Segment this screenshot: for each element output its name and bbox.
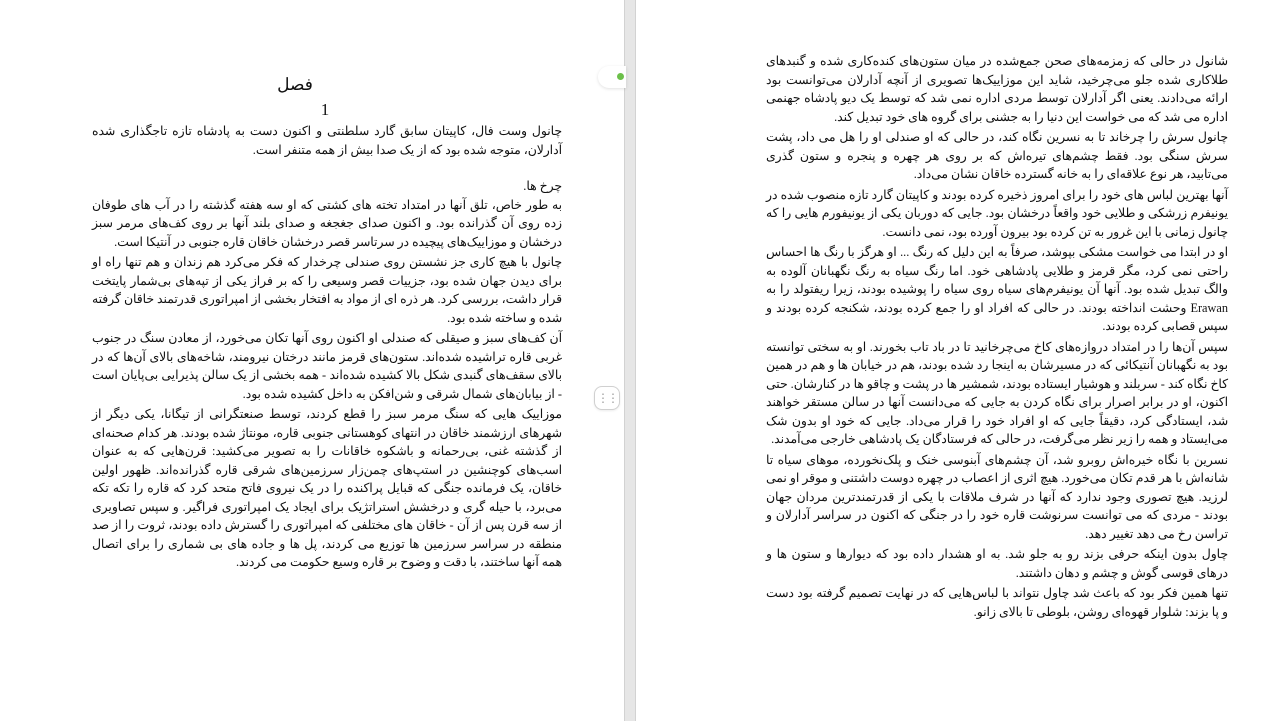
paragraph: چاول بدون اینکه حرفی بزند رو به جلو شد. به او هشدار داده بود که دیوارها و ستون ها و درهای قوسی گوش و چشم و دهان داشتند. — [766, 547, 1228, 580]
indicator-dot-icon — [617, 73, 624, 80]
chapter-title: فصل — [277, 75, 313, 94]
chapter-number: 1 — [320, 100, 330, 119]
paragraph: چانول سرش را چرخاند تا به نسرین نگاه کند، در حالی که او صندلی او را هل می داد، پشت سرش سنگی بود. فقط چشم‌های تیره‌اش که بر روی هر چهره و پنجره و ستون گذری می‌تابید، هر نوع علاقه‌ای را به خانه گسترده خاقان نشان می‌داد. — [766, 130, 1228, 181]
split-handle[interactable] — [594, 386, 620, 410]
paragraph: چانول وست فال، کاپیتان سابق گارد سلطنتی و اکنون دست به پادشاه تازه تاجگذاری شده آدارلان، متوجه شده بود که از یک صدا بیش از همه متنفر است. — [92, 124, 562, 157]
paragraph: آن کف‌های سبز و صیقلی که صندلی او اکنون روی آنها تکان می‌خورد، از معادن سنگ در جنوب غربی قاره تراشیده شده‌اند. ستون‌های قرمز مانند درختان نیرومند، شاخه‌های بالای آن‌ها که در بالای سقف‌های گنبدی شکل بالا کشیده شده‌اند - همه بخشی از یک سالن پذیرایی بی‌پایان است - از بیابان‌های شمال شرقی و شن‌افکن به داخل کشیده شده بود. — [92, 331, 562, 401]
paragraph: آنها بهترین لباس های خود را برای امروز ذخیره کرده بودند و کاپیتان گارد تازه منصوب شده در یونیفرم زرشکی و طلایی خود واقعاً درخشان بود. جایی که دوربان یکی از یونیفورم هایی را که چانول زمانی با این غرور به تن کرده بود بیرون آورده بود، نمی دانست. — [766, 187, 1228, 239]
paragraph: چرخ ها. — [523, 179, 562, 193]
paragraph: سپس آن‌ها را در امتداد دروازه‌های کاخ می‌چرخانید تا در باد تاب بخورند. او به سختی توانسته بود به نگهبانان آنتیکائی که در مسیرشان به اینجا رد شده بودند، هم در خیابان ها و هم در همین کاخ نگاه کند - سربلند و هوشیار ایستاده بودند، شمشیر ها در پشت و چاقو ها در کنارشان. حتی اکنون، او در برابر اصرار برای نگاه کردن به جایی که می‌دانست آنها در سالن مستقر خواهند شد، ایستادگی کرد، دقیقاً جایی که او افراد خود را قرار می‌داد. جایی که خود او بدون شک می‌ایستاد و همه را زیر نظر می‌گرفت، در حالی که فرستادگان یک پادشاهی خارجی می‌آمدند. — [765, 339, 1228, 446]
left-text-column — [92, 122, 562, 574]
drag-handle-icon: ⋮⋮ — [597, 391, 617, 405]
page-indicator[interactable] — [598, 66, 626, 88]
paragraph: به طور خاص، تلق آنها در امتداد تخته های کشتی که او سه هفته گذشته را در آب های طوفان زده روی آن گذرانده بود. و اکنون صدای جغجغه و صدای بلند آنها بر روی کف‌های مرمر سبز درخشان و موزاییک‌های پیچیده در سرتاسر قصر درخشان خاقان قاره جنوبی در آنتیکا است. — [92, 197, 562, 249]
right-text-column — [766, 52, 1228, 623]
paragraph: چانول با هیچ کاری جز نشستن روی صندلی چرخدار که فکر می‌کرد هم زندان و هم تنها راه او برای دیدن جهان شده بود، جزییات قصر وسیعی را که بر فراز یکی از تپه‌های بی‌شمار پایتخت قرار داشت، بررسی کرد. هر ذره ای از مواد به افتخار بخشی از امپراتوری قدرتمند خاقان گرفته شده و ساخته شده بود. — [92, 255, 562, 325]
paragraph: او در ابتدا می خواست مشکی بپوشد، صرفاً به این دلیل که رنگ ... او هرگز با رنگ ها احساس راحتی نمی کرد، مگر قرمز و طلایی پادشاهی خود. اما رنگ سیاه به رنگ نگهبانان آلوده به والگ تبدیل شده بود. آنها آن یونیفرم‌های سیاه روی سیاه را پوشیده بودند، زیرا ریفتولد را به Erawan وحشت انداخته بودند. در حالی که افراد او را جمع کرده بودند، شکنجه کرده بودند و سپس قصابی کرده بودند. — [766, 245, 1228, 333]
paragraph: شانول در حالی که زمزمه‌های صحن جمع‌شده در میان ستون‌های کنده‌کاری شده و گنبدهای طلاکاری شده جلو می‌چرخید، شاید این موزاییک‌ها تصویری از آنچه آدارلان می‌توانست بود ارائه می‌دادند. یعنی اگر آدارلان توسط مردی اداره نمی شد که توسط یک دیو پادشاه جهنمی اداره می شد که می خواست این دنیا را به جشنی برای گروه های خود تبدیل کند. — [766, 54, 1228, 124]
page-gutter — [624, 0, 636, 721]
paragraph: تنها همین فکر بود که باعث شد چاول نتواند با لباس‌هایی که در نهایت تصمیم گرفته بود دست و پا بزند: شلوار قهوه‌ای روشن، بلوطی تا بالای زانو. — [766, 586, 1228, 619]
paragraph: نسرین با نگاه خیره‌اش روبرو شد، آن چشم‌های آبنوسی خنک و پلک‌نخورده، موهای سیاه تا شانه‌اش با هر قدم تکان می‌خورد. هیچ اثری از اعصاب در چهره دوست داشتنی و موقر او نمی لرزید. هیچ تصوری وجود ندارد که آنها در شرف ملاقات با یکی از قدرتمندترین مردان جهان بودند - مردی که می توانست سرنوشت قاره خود را در جنگی که اکنون در سراسر آدارلان و تراسن رخ می دهد تغییر دهد. — [766, 452, 1228, 541]
paragraph: موزاییک هایی که سنگ مرمر سبز را قطع کردند، توسط صنعتگرانی از تیگانا، یکی دیگر از شهرهای ارزشمند خاقان در انتهای کوهستانی جنوبی قاره، مونتاژ شده بودند. هر کدام صحنه‌ای از گذشته غنی، بی‌رحمانه و باشکوه خاقانات را به تصویر می‌کشید: قرن‌هایی که به عنوان اسب‌های کوچنشین در استپ‌های چمن‌زار سرزمین‌های شرقی قاره گذرانده‌اند. ظهور اولین خاقان، یک فرمانده جنگی که قبایل پراکنده را در یک نیروی فاتح متحد کرد که قاره را تکه تکه می‌برد، با حیله گری و درخشش استراتژیک برای ایجاد یک امپراتوری فراگیر. و سپس تصاویری از سه قرن پس از آن - خاقان های مختلفی که امپراتوری را گسترش داده بودند، ثروت را از صد منطقه در سراسر سرزمین ها توزیع می کردند، پل ها و جاده های بی شماری را برای اتصال همه آنها ساختند، با دقت و وضوح بر قاره وسیع حکومت می کردند. — [92, 407, 562, 569]
